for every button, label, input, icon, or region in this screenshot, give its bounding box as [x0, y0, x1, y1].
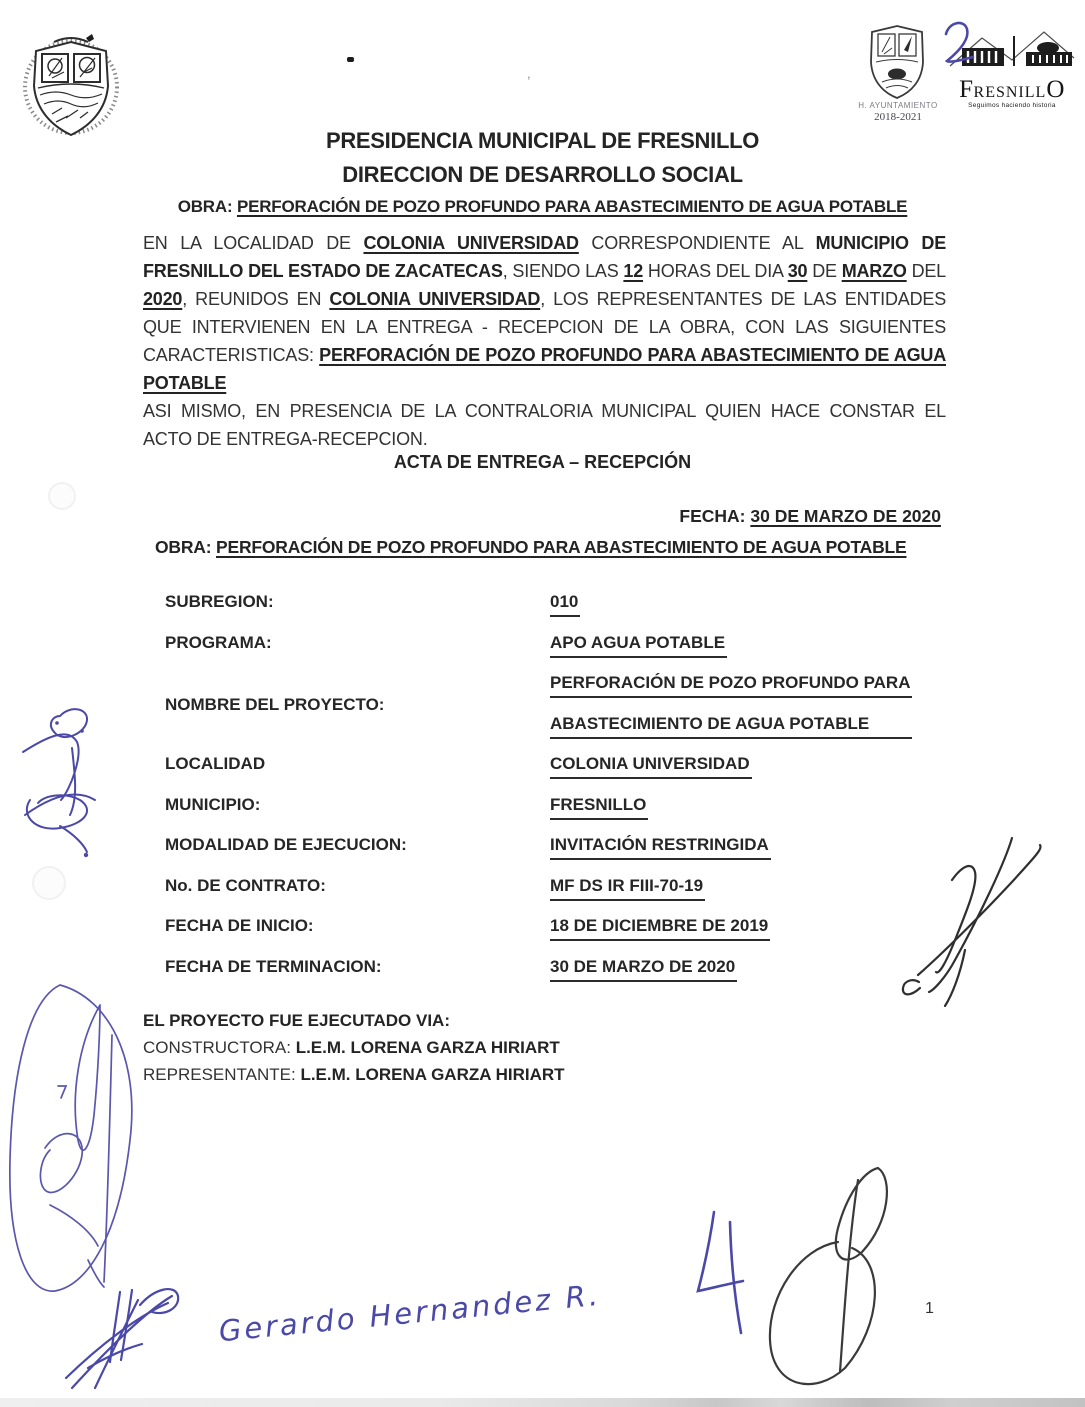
field-label: NOMBRE DEL PROYECTO:: [165, 694, 385, 714]
punch-hole-top: [48, 482, 76, 510]
obra2-label: OBRA:: [155, 537, 217, 557]
fresnillo-logo: [948, 30, 1076, 109]
paragraph1-line5: CARACTERISTICAS: PERFORACIÓN DE POZO PROFUNDO PARA ABASTECIMIENTO DE AGUA: [143, 345, 946, 365]
field-value: COLONIA UNIVERSIDAD: [550, 752, 752, 779]
scan-speck-small: ,: [527, 66, 531, 81]
body-paragraph-2: [143, 397, 946, 453]
acta-heading: ACTA DE ENTREGA – RECEPCIÓN: [393, 452, 692, 472]
fresnillo-wordmark: [948, 77, 1076, 102]
wordmark-final: O: [1046, 76, 1065, 103]
field-row-subregion: [165, 590, 955, 617]
field-value: INVITACIÓN RESTRINGIDA: [550, 833, 771, 860]
ayuntamiento-caption: [850, 101, 946, 123]
paragraph1-line2: FRESNILLO DEL ESTADO DE ZACATECAS, SIENDO LAS 12 HORAS DEL DIA 30 DE MARZO DEL: [143, 261, 946, 281]
fecha-label: FECHA:: [679, 506, 751, 526]
page-number: 1: [925, 1300, 934, 1317]
paragraph1-line1: EN LA LOCALIDAD DE COLONIA UNIVERSIDAD CORRESPONDIENTE AL MUNICIPIO DE: [143, 233, 946, 253]
representante-value: L.E.M. LORENA GARZA HIRIART: [300, 1065, 565, 1084]
execution-heading: EL PROYECTO FUE EJECUTADO VIA:: [143, 1011, 450, 1030]
field-row-programa: [165, 631, 955, 658]
field-row-fecha-inicio: [165, 914, 955, 941]
field-value: 010: [550, 590, 580, 617]
signature-bottom-left: [66, 1289, 178, 1388]
field-label: No. DE CONTRATO:: [165, 875, 326, 895]
field-value: MF DS IR FIII-70-19: [550, 874, 705, 901]
execution-block: [143, 1007, 565, 1088]
field-value: FRESNILLO: [550, 793, 648, 820]
ayuntamiento-shield-icon: [868, 24, 926, 100]
paragraph1-line6: POTABLE: [143, 373, 227, 393]
field-label: MUNICIPIO:: [165, 794, 261, 814]
signature-figure-eight: [770, 1168, 887, 1384]
field-row-nombre-proyecto: [165, 671, 955, 739]
obra2-value: PERFORACIÓN DE POZO PROFUNDO PARA ABASTECIMIENTO DE AGUA POTABLE: [216, 537, 907, 557]
field-value: APO AGUA POTABLE: [550, 631, 727, 658]
field-row-contrato: [165, 874, 955, 901]
field-value: 30 DE MARZO DE 2020: [550, 955, 737, 982]
obra-heading-label: OBRA:: [177, 197, 237, 216]
document-title-line1: PRESIDENCIA MUNICIPAL DE FRESNILLO: [325, 128, 760, 153]
signature-left-large: [10, 985, 132, 1291]
paragraph2-line2: ACTO DE ENTREGA-RECEPCION.: [143, 429, 428, 449]
obra-heading: [0, 197, 1085, 217]
scan-bottom-edge: [0, 1398, 1085, 1407]
obra-heading-value: PERFORACIÓN DE POZO PROFUNDO PARA ABASTECIMIENTO DE AGUA POTABLE: [236, 197, 908, 216]
signature-left-margin: [23, 709, 95, 857]
punch-hole-bottom: [32, 866, 66, 900]
ayuntamiento-caption-line1: H. AYUNTAMIENTO: [858, 101, 938, 110]
constructora-line: [143, 1034, 565, 1061]
wordmark-initial: F: [959, 76, 974, 103]
handwritten-numeral-4: [698, 1212, 743, 1333]
field-value-line1: PERFORACIÓN DE POZO PROFUNDO PARA: [550, 671, 912, 698]
paragraph2-line1: ASI MISMO, EN PRESENCIA DE LA CONTRALORIA MUNICIPAL QUIEN HACE CONSTAR EL: [143, 401, 946, 421]
field-label: FECHA DE TERMINACION:: [165, 956, 382, 976]
field-value: 18 DE DICIEMBRE DE 2019: [550, 914, 770, 941]
field-label: PROGRAMA:: [165, 632, 272, 652]
obra-line-2: [155, 537, 945, 558]
field-label: FECHA DE INICIO:: [165, 916, 314, 935]
field-row-fecha-terminacion: [165, 955, 955, 982]
representante-label: REPRESENTANTE:: [143, 1065, 301, 1084]
fecha-value: 30 DE MARZO DE 2020: [750, 506, 941, 526]
field-value-line2: ABASTECIMIENTO DE AGUA POTABLE: [550, 712, 912, 739]
field-row-municipio: [165, 793, 955, 820]
handwritten-name: Gerardo Hernandez R.: [217, 1277, 603, 1349]
ayuntamiento-caption-line2: 2018-2021: [874, 111, 922, 123]
field-label: MODALIDAD DE EJECUCION:: [165, 835, 407, 854]
field-row-localidad: [165, 752, 955, 779]
paragraph1-line4: QUE INTERVIENEN EN LA ENTREGA - RECEPCION DE LA OBRA, CON LAS SIGUIENTES: [143, 317, 946, 337]
representante-line: [143, 1061, 565, 1088]
body-paragraph-1: [143, 229, 946, 397]
paragraph1-line3: 2020, REUNIDOS EN COLONIA UNIVERSIDAD, LOS REPRESENTANTES DE LAS ENTIDADES: [143, 289, 947, 309]
field-label: SUBREGION:: [165, 592, 274, 611]
wordmark-middle: RESNILL: [973, 84, 1047, 101]
fecha-line: [143, 506, 941, 527]
project-fields: [165, 590, 955, 995]
document-title-line2: DIRECCION DE DESARROLLO SOCIAL: [342, 162, 743, 187]
field-label: LOCALIDAD: [165, 754, 266, 773]
constructora-value: L.E.M. LORENA GARZA HIRIART: [295, 1038, 560, 1057]
field-row-modalidad: [165, 833, 955, 860]
scan-speck: [347, 57, 354, 62]
fresnillo-tagline: Seguimos haciendo historia: [968, 102, 1056, 109]
fresnillo-skyline-icon: [948, 30, 1076, 74]
constructora-label: CONSTRUCTORA:: [143, 1038, 296, 1057]
